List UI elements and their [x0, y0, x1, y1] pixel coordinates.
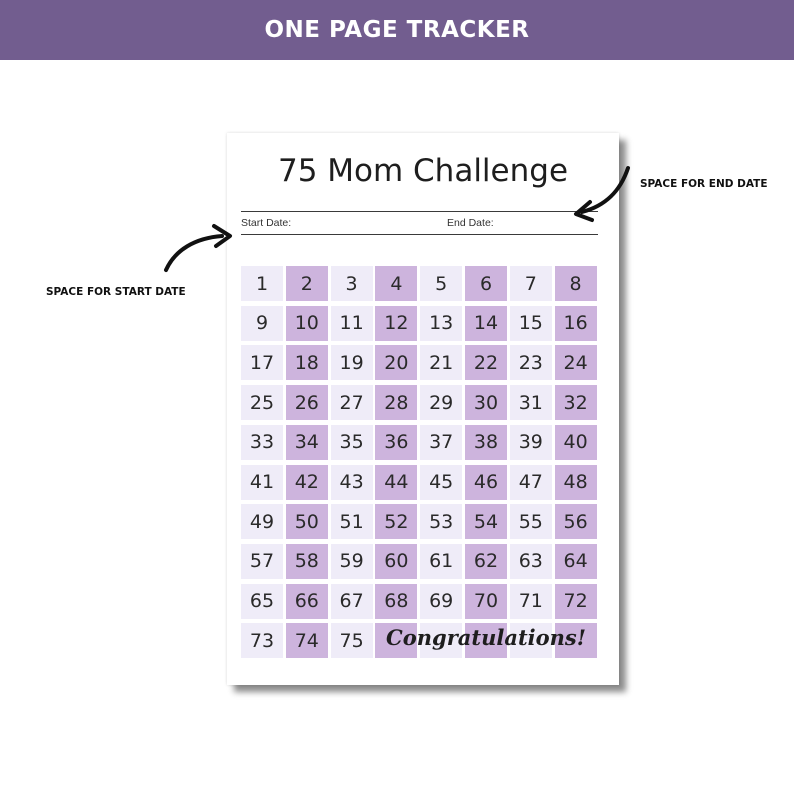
day-cell[interactable]: 39 — [510, 425, 552, 460]
day-cell[interactable]: 41 — [241, 465, 283, 500]
day-cell[interactable]: 62 — [465, 544, 507, 579]
banner-title: ONE PAGE TRACKER — [264, 17, 530, 43]
day-cell[interactable]: 64 — [555, 544, 597, 579]
congrats-text: Congratulations! — [386, 625, 586, 650]
day-cell[interactable]: 11 — [331, 306, 373, 341]
end-date-label: End Date: — [447, 217, 494, 229]
day-cell[interactable]: 25 — [241, 385, 283, 420]
day-cell[interactable]: 5 — [420, 266, 462, 301]
day-cell[interactable]: 50 — [286, 504, 328, 539]
day-cell[interactable]: 31 — [510, 385, 552, 420]
day-cell[interactable]: 35 — [331, 425, 373, 460]
day-cell[interactable]: 46 — [465, 465, 507, 500]
day-cell[interactable]: 47 — [510, 465, 552, 500]
day-cell[interactable]: 17 — [241, 345, 283, 380]
day-cell[interactable]: 21 — [420, 345, 462, 380]
day-cell[interactable]: 67 — [331, 584, 373, 619]
day-cell[interactable]: 70 — [465, 584, 507, 619]
day-cell[interactable]: 38 — [465, 425, 507, 460]
day-cell[interactable]: 32 — [555, 385, 597, 420]
day-cell[interactable]: 6 — [465, 266, 507, 301]
day-cell[interactable]: 75 — [331, 623, 373, 658]
day-cell[interactable]: 26 — [286, 385, 328, 420]
day-cell[interactable]: 74 — [286, 623, 328, 658]
day-cell[interactable]: 34 — [286, 425, 328, 460]
day-cell[interactable]: 65 — [241, 584, 283, 619]
day-cell[interactable]: 52 — [375, 504, 417, 539]
day-cell[interactable]: 19 — [331, 345, 373, 380]
end-date-callout: SPACE FOR END DATE — [640, 178, 768, 190]
day-cell[interactable]: 4 — [375, 266, 417, 301]
day-cell[interactable]: 60 — [375, 544, 417, 579]
day-cell[interactable]: 1 — [241, 266, 283, 301]
day-cell[interactable]: 42 — [286, 465, 328, 500]
day-cell[interactable]: 30 — [465, 385, 507, 420]
day-cell[interactable]: 56 — [555, 504, 597, 539]
day-cell[interactable]: 2 — [286, 266, 328, 301]
day-cell[interactable]: 72 — [555, 584, 597, 619]
day-cell[interactable]: 53 — [420, 504, 462, 539]
day-cell[interactable]: 27 — [331, 385, 373, 420]
day-cell[interactable]: 68 — [375, 584, 417, 619]
tracker-title: 75 Mom Challenge — [277, 153, 569, 189]
day-cell[interactable]: 20 — [375, 345, 417, 380]
day-cell[interactable]: 49 — [241, 504, 283, 539]
day-cell[interactable]: 14 — [465, 306, 507, 341]
start-date-callout: SPACE FOR START DATE — [46, 286, 186, 298]
day-cell[interactable]: 36 — [375, 425, 417, 460]
day-cell[interactable]: 18 — [286, 345, 328, 380]
day-cell[interactable]: 66 — [286, 584, 328, 619]
day-cell[interactable]: 73 — [241, 623, 283, 658]
day-cell[interactable]: 16 — [555, 306, 597, 341]
day-cell[interactable]: 44 — [375, 465, 417, 500]
day-cell[interactable]: 10 — [286, 306, 328, 341]
day-cell[interactable]: 22 — [465, 345, 507, 380]
day-cell[interactable]: 8 — [555, 266, 597, 301]
day-cell[interactable]: 54 — [465, 504, 507, 539]
day-cell[interactable]: 37 — [420, 425, 462, 460]
day-cell[interactable]: 40 — [555, 425, 597, 460]
day-cell[interactable]: 9 — [241, 306, 283, 341]
day-cell[interactable]: 51 — [331, 504, 373, 539]
start-date-label: Start Date: — [241, 217, 292, 229]
day-cell[interactable]: 71 — [510, 584, 552, 619]
day-cell[interactable]: 33 — [241, 425, 283, 460]
day-cell[interactable]: 63 — [510, 544, 552, 579]
day-cell[interactable]: 7 — [510, 266, 552, 301]
day-cell[interactable]: 69 — [420, 584, 462, 619]
day-cell[interactable]: 45 — [420, 465, 462, 500]
day-cell[interactable]: 12 — [375, 306, 417, 341]
day-cell[interactable]: 57 — [241, 544, 283, 579]
day-cell[interactable]: 58 — [286, 544, 328, 579]
day-cell[interactable]: 29 — [420, 385, 462, 420]
day-cell[interactable]: 55 — [510, 504, 552, 539]
day-cell[interactable]: 59 — [331, 544, 373, 579]
day-cell[interactable]: 3 — [331, 266, 373, 301]
day-cell[interactable]: 28 — [375, 385, 417, 420]
day-cell[interactable]: 13 — [420, 306, 462, 341]
day-cell[interactable]: 43 — [331, 465, 373, 500]
day-cell[interactable]: 23 — [510, 345, 552, 380]
day-cell[interactable]: 24 — [555, 345, 597, 380]
day-cell[interactable]: 48 — [555, 465, 597, 500]
day-cell[interactable]: 61 — [420, 544, 462, 579]
day-cell[interactable]: 15 — [510, 306, 552, 341]
